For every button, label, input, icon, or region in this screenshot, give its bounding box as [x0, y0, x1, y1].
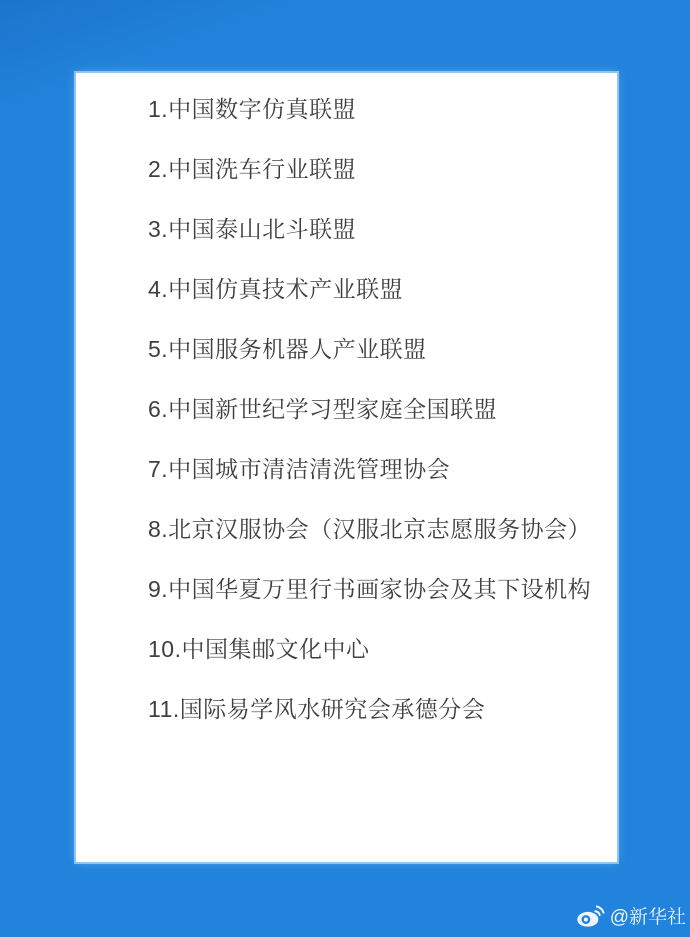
list-item: 6.中国新世纪学习型家庭全国联盟	[148, 396, 498, 422]
list-item: 8.北京汉服协会（汉服北京志愿服务协会）	[148, 516, 592, 542]
weibo-icon	[576, 903, 605, 928]
list-item: 1.中国数字仿真联盟	[148, 96, 357, 122]
watermark-handle: @新华社	[609, 907, 686, 928]
list-item: 2.中国洗车行业联盟	[148, 156, 357, 182]
list-item: 3.中国泰山北斗联盟	[148, 216, 357, 242]
list-item: 7.中国城市清洁清洗管理协会	[148, 456, 451, 482]
list-item: 10.中国集邮文化中心	[148, 636, 370, 662]
list-item: 11.国际易学风水研究会承德分会	[148, 696, 486, 722]
list-item: 4.中国仿真技术产业联盟	[148, 276, 404, 302]
list-item: 5.中国服务机器人产业联盟	[148, 336, 427, 362]
list-item: 9.中国华夏万里行书画家协会及其下设机构	[148, 576, 592, 602]
watermark	[576, 902, 686, 929]
list-card	[76, 73, 617, 862]
